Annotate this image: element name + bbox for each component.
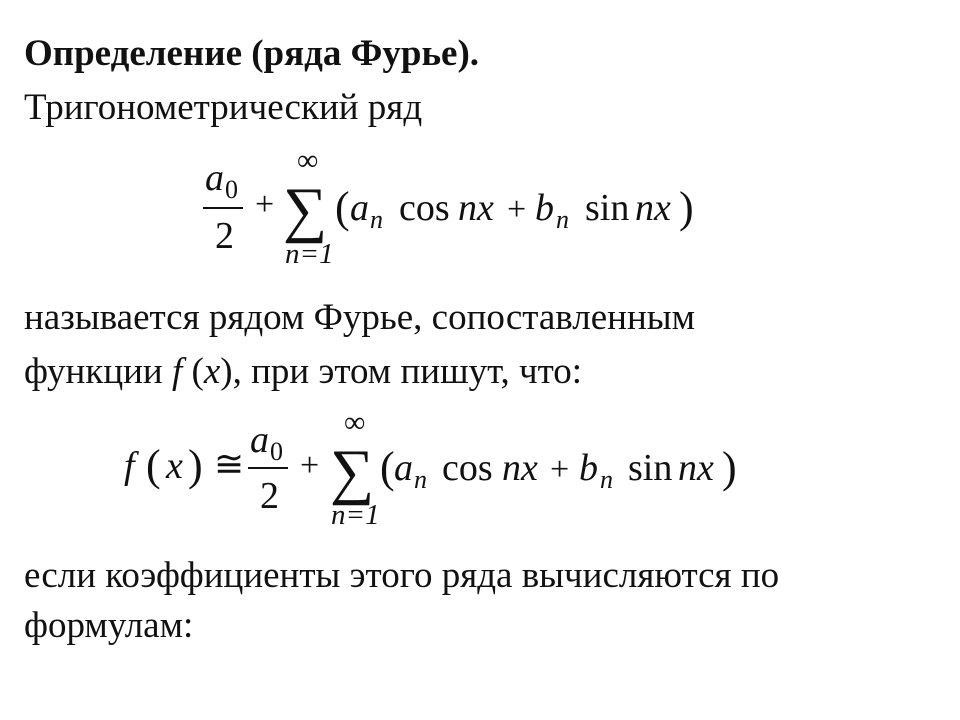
f-symbol: f	[171, 351, 183, 392]
definition-heading: Определение (ряда Фурье).	[24, 33, 480, 74]
paragraph-1-line-2	[24, 350, 582, 394]
an-subscript: n	[370, 205, 383, 234]
fourier-correspondence-formula	[122, 406, 752, 539]
approx-equal-sign: ≅	[214, 444, 245, 484]
cos-function: cos	[399, 187, 450, 229]
f-function: f	[124, 445, 135, 487]
a0-symbol-2: a	[250, 419, 269, 461]
close-paren: )	[679, 183, 694, 232]
nx-term-1: nx	[458, 187, 494, 229]
f-open-paren: (	[146, 441, 161, 490]
x-variable: x	[166, 445, 183, 487]
plus-sign-4: +	[550, 451, 570, 488]
lower-limit: n=1	[285, 238, 334, 270]
sigma-symbol: ∑	[283, 176, 328, 244]
plus-sign-2: +	[507, 191, 527, 228]
denominator-two-2: 2	[260, 475, 279, 517]
lower-limit-2: n=1	[331, 499, 380, 531]
paragraph-1-rest: ), при этом пишут, что:	[220, 351, 583, 392]
sin-function-2: sin	[628, 447, 673, 489]
intro-text: Тригонометрический ряд	[24, 87, 423, 128]
cos-function-2: cos	[442, 447, 493, 489]
infinity-symbol-2: ∞	[344, 406, 366, 439]
an-symbol: a	[350, 187, 369, 229]
nx-term-4: nx	[678, 447, 714, 489]
sin-function: sin	[585, 187, 630, 229]
a0-subscript: 0	[225, 175, 238, 204]
infinity-symbol: ∞	[297, 144, 319, 177]
plus-sign-3: +	[300, 447, 320, 484]
x-symbol: x	[203, 351, 221, 392]
fourier-series-formula	[195, 144, 715, 273]
bn-symbol-2: b	[579, 447, 598, 489]
nx-term-2: nx	[635, 187, 671, 229]
a0-subscript-2: 0	[270, 437, 283, 466]
functions-word: функции	[24, 351, 172, 392]
sigma-symbol-2: ∑	[330, 438, 375, 506]
paragraph-2-line-2: формулам:	[24, 605, 194, 646]
nx-term-3: nx	[502, 447, 538, 489]
close-paren-2: )	[722, 443, 737, 492]
open-paren: (	[335, 183, 350, 232]
plus-sign: +	[255, 186, 275, 223]
bn-subscript-2: n	[600, 465, 613, 494]
an-subscript-2: n	[414, 465, 427, 494]
a0-symbol: a	[205, 157, 224, 199]
bn-subscript: n	[556, 205, 569, 234]
paragraph-1-line-1: называется рядом Фурье, сопоставленным	[24, 297, 696, 338]
an-symbol-2: a	[394, 447, 413, 489]
denominator-two: 2	[215, 215, 234, 257]
open-paren-inline: (	[182, 351, 204, 392]
bn-symbol: b	[535, 187, 554, 229]
open-paren-2: (	[380, 443, 395, 492]
f-close-paren: )	[188, 441, 203, 490]
paragraph-2-line-1: если коэффициенты этого ряда вычисляются по	[24, 555, 780, 596]
